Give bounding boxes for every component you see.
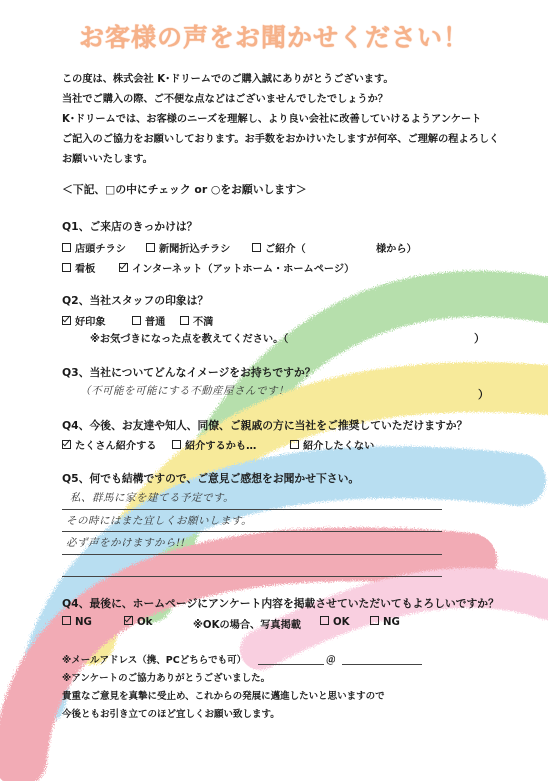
q1-referral-suffix: 様から） bbox=[376, 244, 417, 255]
checkbox[interactable] bbox=[62, 243, 71, 252]
checkbox[interactable] bbox=[62, 263, 71, 272]
q1-option-internet[interactable]: インターネット（アットホーム・ホームページ） bbox=[119, 260, 354, 275]
email-user-field[interactable] bbox=[258, 664, 324, 665]
q4b-photo-ok[interactable]: OK bbox=[320, 616, 350, 628]
checkbox[interactable] bbox=[172, 440, 181, 449]
q4-option-maybe[interactable]: 紹介するかも… bbox=[172, 437, 256, 452]
checkbox[interactable] bbox=[290, 440, 299, 449]
checkbox[interactable] bbox=[146, 243, 155, 252]
answer-line-rule bbox=[62, 554, 442, 555]
checkbox[interactable] bbox=[252, 243, 261, 252]
checkbox-checked[interactable] bbox=[119, 263, 128, 272]
intro-line: 当社でご購入の際、ご不便な点などはございませんでしたでしょうか？ bbox=[62, 94, 388, 105]
q2-option-unsatisfied[interactable]: 不満 bbox=[180, 313, 213, 328]
q4b-photo-ng[interactable]: NG bbox=[370, 616, 400, 628]
intro-line: この度は、株式会社 K･ドリームでのご購入誠にありがとうございます。 bbox=[62, 74, 394, 85]
email-label: ※メールアドレス（携、PCどちらでも可） bbox=[62, 655, 247, 666]
q2-note-close: ） bbox=[474, 332, 485, 345]
q2-option-average[interactable]: 普通 bbox=[132, 313, 165, 328]
checkbox[interactable] bbox=[370, 616, 379, 625]
checkbox-checked[interactable] bbox=[62, 316, 71, 325]
checkbox[interactable] bbox=[180, 316, 189, 325]
thanks-text: ※アンケートのご協力ありがとうございました。 bbox=[62, 673, 271, 684]
q5-answer-line: 必ず声をかけますから!! bbox=[66, 537, 186, 549]
email-at-sign: ＠ bbox=[326, 655, 336, 666]
q3-question: Q3、当社についてどんなイメージをお持ちですか？ bbox=[62, 366, 316, 379]
q4-recommend-question: Q4、今後、お友達や知人、同僚、ご親戚の方に当社をご推奨していただけますか？ bbox=[62, 419, 468, 432]
closing-text: 今後ともお引き立てのほど宜しくお願い致します。 bbox=[62, 709, 280, 720]
intro-line: ご記入のご協力をお願いしております。お手数をおかけいたしますが何卒、ご理解の程よろしく bbox=[62, 134, 500, 145]
checkbox-checked[interactable] bbox=[124, 616, 133, 625]
email-domain-field[interactable] bbox=[342, 664, 422, 665]
answer-line-rule bbox=[62, 509, 442, 510]
page-title: お客様の声をお聞かせください！ bbox=[78, 23, 469, 52]
answer-line-rule bbox=[62, 531, 442, 532]
answer-line-rule bbox=[62, 576, 442, 577]
q1-option-newspaper-flyer[interactable]: 新聞折込チラシ bbox=[146, 240, 230, 255]
q2-note: ※お気づきになった点を教えてください。（ bbox=[90, 334, 289, 345]
q5-question: Q5、何でも結構ですので、ご意見ご感想をお聞かせ下さい。 bbox=[62, 472, 360, 485]
checkbox-checked[interactable] bbox=[62, 440, 71, 449]
q1-option-referral[interactable]: ご紹介（ bbox=[252, 240, 306, 255]
q2-question: Q2、当社スタッフの印象は？ bbox=[62, 294, 209, 307]
q1-option-storefront-flyer[interactable]: 店頭チラシ bbox=[62, 240, 126, 255]
q5-answer-line: 私、群馬に家を建てる予定です。 bbox=[70, 492, 235, 504]
intro-line: K･ドリームでは、お客様のニーズを理解し、より良い会社に改善していけるようアンケート bbox=[62, 114, 482, 125]
q2-option-good[interactable]: 好印象 bbox=[62, 313, 106, 328]
q1-question: Q1、ご来店のきっかけは？ bbox=[62, 220, 198, 233]
q4b-photo-note: ※OKの場合、写真掲載 bbox=[193, 620, 301, 631]
q5-answer-line: その時にはまた宜しくお願いします。 bbox=[66, 515, 253, 527]
intro-text bbox=[62, 70, 499, 170]
q4-publish-question: Q4、最後に、ホームページにアンケート内容を掲載させていただいてもよろしいですか？ bbox=[62, 597, 499, 610]
q4b-option-ng[interactable]: NG bbox=[62, 616, 92, 628]
q1-option-signboard[interactable]: 看板 bbox=[62, 260, 95, 275]
checkbox[interactable] bbox=[320, 616, 329, 625]
q3-close: ） bbox=[478, 388, 489, 401]
checkbox[interactable] bbox=[62, 616, 71, 625]
q4-option-no[interactable]: 紹介したくない bbox=[290, 437, 374, 452]
q4-option-many[interactable]: たくさん紹介する bbox=[62, 437, 157, 452]
q3-handwritten-answer: （不可能を可能にする不動産屋さんです！ bbox=[80, 385, 289, 397]
intro-line: お願いいたします。 bbox=[62, 154, 153, 165]
instruction: ＜下記、□の中にチェック or ○をお願いします＞ bbox=[62, 183, 307, 196]
checkbox[interactable] bbox=[132, 316, 141, 325]
q4b-option-ok[interactable]: Ok bbox=[124, 616, 152, 628]
closing-text: 貴重なご意見を真摯に受止め、これからの発展に邁進したいと思いますので bbox=[62, 691, 385, 702]
